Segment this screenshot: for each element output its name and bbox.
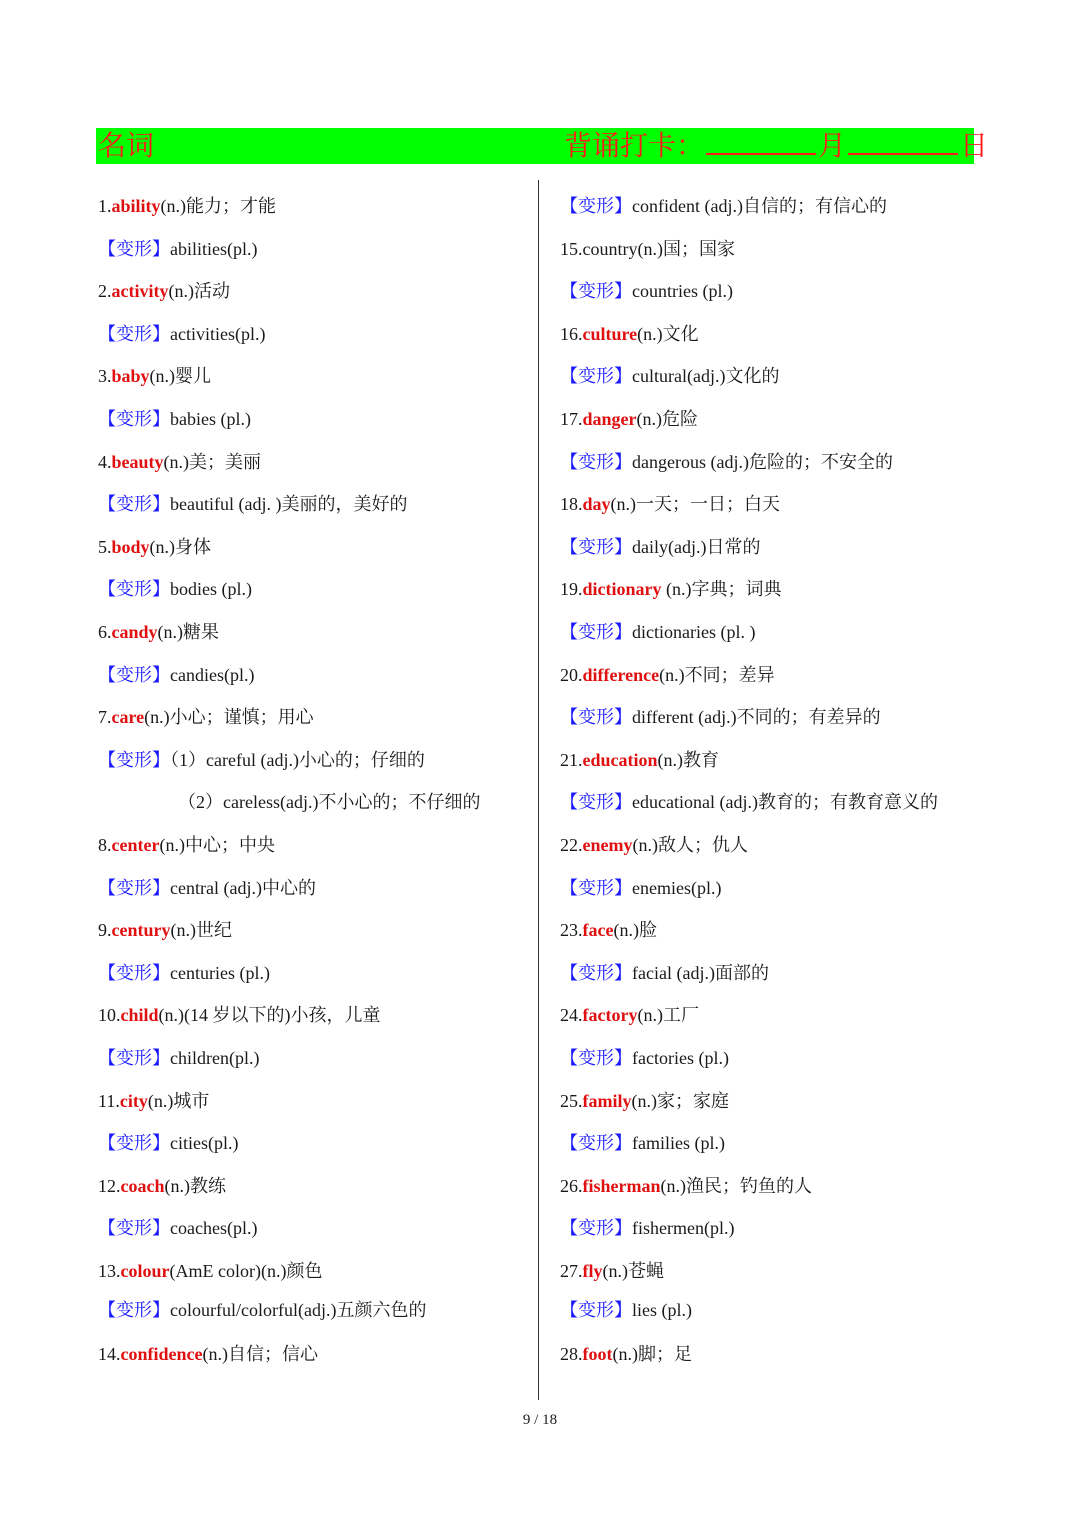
definition: (n.)美；美丽 <box>163 451 262 472</box>
definition: country(n.)国；国家 <box>582 238 735 259</box>
word-form <box>98 237 257 261</box>
headword: city <box>119 1090 148 1111</box>
month-blank <box>706 129 816 155</box>
checkin-text: 背诵打卡： <box>564 131 705 162</box>
word-form <box>98 1046 259 1070</box>
form-tag: 【变形】 <box>560 536 632 557</box>
entry-number: 26. <box>560 1175 583 1196</box>
vocab-entry <box>98 1089 209 1113</box>
entry-number: 17. <box>560 409 583 429</box>
headword: culture <box>582 323 638 344</box>
word-form <box>98 1216 257 1240</box>
form-text: cultural(adj.)文化的 <box>632 366 780 387</box>
entry-number: 7. <box>98 707 112 728</box>
form-text: different (adj.)不同的；有差异的 <box>632 707 881 728</box>
vocab-entry <box>98 1342 318 1366</box>
word-form-continuation <box>98 790 480 814</box>
entry-number: 28. <box>560 1344 583 1365</box>
form-tag: 【变形】 <box>560 622 632 642</box>
definition: (n.)婴儿 <box>149 366 212 387</box>
form-tag: 【变形】 <box>560 451 632 472</box>
definition: (n.)小心；谨慎；用心 <box>144 707 314 728</box>
vocab-entry <box>560 1089 729 1113</box>
word-form <box>560 620 755 644</box>
word-form <box>98 961 270 985</box>
form-tag: 【变形】 <box>98 323 170 344</box>
headword: child <box>120 1005 159 1026</box>
headword: family <box>582 1090 632 1111</box>
form-tag: 【变形】 <box>98 1218 170 1239</box>
headword: education <box>582 749 658 770</box>
word-form <box>560 1298 692 1322</box>
entry-number: 2. <box>98 281 112 302</box>
vocab-entry <box>560 1259 664 1283</box>
definition: (n.)能力；才能 <box>160 196 277 216</box>
definition: (n.)敌人；仇人 <box>632 835 748 855</box>
form-tag: 【变形】 <box>98 579 170 600</box>
form-text: （2）careless(adj.)不小心的；不仔细的 <box>178 792 481 813</box>
entry-number: 8. <box>98 835 112 855</box>
definition: (n.)渔民；钓鱼的人 <box>660 1175 812 1196</box>
headword: coach <box>120 1175 165 1196</box>
word-form <box>560 790 938 814</box>
vocab-entry <box>560 918 657 942</box>
vocab-entry <box>560 577 782 601</box>
word-form <box>560 1131 725 1155</box>
entry-number: 4. <box>98 451 112 472</box>
form-tag: 【变形】 <box>560 877 632 898</box>
definition: (n.)身体 <box>149 536 212 557</box>
word-form <box>560 450 893 474</box>
definition: (n.)活动 <box>168 281 230 302</box>
headword: enemy <box>582 835 633 855</box>
word-form <box>560 1216 734 1240</box>
form-tag: 【变形】 <box>98 877 170 898</box>
entry-number: 3. <box>98 366 112 387</box>
section-header-bar <box>96 128 989 164</box>
form-text: fishermen(pl.) <box>632 1218 735 1239</box>
entry-number: 16. <box>560 323 583 344</box>
vocab-entry <box>98 194 276 218</box>
form-tag: 【变形】 <box>98 1299 170 1320</box>
entry-number: 6. <box>98 622 112 642</box>
vocab-entry <box>98 620 219 644</box>
vocab-entry <box>560 407 698 431</box>
entry-number: 24. <box>560 1005 583 1026</box>
form-text: babies (pl.) <box>170 409 251 429</box>
definition: (n.)不同；差异 <box>659 664 775 685</box>
definition: (n.)一天；一日；白天 <box>610 494 781 515</box>
entry-number: 12. <box>98 1175 121 1196</box>
form-tag: 【变形】 <box>98 409 170 429</box>
form-text: central (adj.)中心的 <box>170 877 316 898</box>
headword: fly <box>582 1261 603 1281</box>
word-form <box>98 663 254 687</box>
vocab-entry <box>98 450 261 474</box>
vocab-entry <box>560 1174 812 1198</box>
headword: colour <box>120 1261 170 1281</box>
form-tag: 【变形】 <box>560 1048 632 1068</box>
form-text: centuries (pl.) <box>170 962 270 983</box>
word-form <box>560 535 760 559</box>
form-text: daily(adj.)日常的 <box>632 536 761 557</box>
form-text: candies(pl.) <box>170 664 255 685</box>
entry-number: 21. <box>560 749 583 770</box>
entry-number: 19. <box>560 579 583 600</box>
form-text: abilities(pl.) <box>170 238 258 259</box>
form-text: colourful/colorful(adj.)五颜六色的 <box>170 1299 427 1320</box>
headword: ability <box>111 196 161 216</box>
vocab-entry <box>560 322 699 346</box>
word-form <box>98 748 425 772</box>
month-label: 月 <box>818 131 847 162</box>
word-form <box>560 194 887 218</box>
word-form <box>98 407 251 431</box>
form-text: lies (pl.) <box>632 1299 692 1320</box>
vocab-entry <box>98 279 230 303</box>
headword: day <box>582 494 611 515</box>
vocab-entry <box>560 237 735 261</box>
vocab-entry <box>98 705 314 729</box>
word-form <box>560 1046 729 1070</box>
form-tag: 【变形】 <box>560 707 632 728</box>
entry-number: 23. <box>560 920 583 941</box>
form-tag: 【变形】 <box>560 1299 632 1320</box>
entry-number: 15. <box>560 238 583 259</box>
form-tag: 【变形】 <box>560 366 632 387</box>
word-form <box>560 705 881 729</box>
vocab-entry <box>98 918 232 942</box>
vocab-entry <box>98 1259 322 1283</box>
checkin-label <box>564 128 988 164</box>
definition: (n.)世纪 <box>170 920 232 941</box>
definition: (n.)家；家庭 <box>631 1090 729 1111</box>
vocab-entry <box>560 1003 699 1027</box>
headword: candy <box>111 622 158 642</box>
vocab-entry <box>98 1174 226 1198</box>
headword: dictionary <box>582 579 662 600</box>
headword: foot <box>582 1344 613 1365</box>
form-text: dangerous (adj.)危险的；不安全的 <box>632 451 893 472</box>
entry-number: 25. <box>560 1090 583 1111</box>
headword: confidence <box>120 1344 203 1365</box>
form-tag: 【变形】 <box>560 962 632 983</box>
entry-number: 9. <box>98 920 112 941</box>
entry-number: 18. <box>560 494 583 515</box>
entry-number: 14. <box>98 1344 121 1365</box>
definition: (n.)自信；信心 <box>202 1344 318 1365</box>
page-number: 9 / 18 <box>522 1412 558 1428</box>
vocab-entry <box>98 364 211 388</box>
form-tag: 【变形】 <box>98 664 170 685</box>
word-form <box>98 492 407 516</box>
word-form <box>98 577 252 601</box>
form-tag: 【变形】 <box>98 749 170 770</box>
definition: (n.)字典；词典 <box>661 579 782 600</box>
form-text: children(pl.) <box>170 1048 260 1068</box>
definition: (n.)教练 <box>164 1175 226 1196</box>
vocab-entry <box>98 833 275 857</box>
day-blank <box>848 129 958 155</box>
day-label: 日 <box>960 131 989 162</box>
definition: (AmE color)(n.)颜色 <box>169 1261 323 1281</box>
word-form <box>560 876 721 900</box>
word-form <box>98 322 265 346</box>
word-form <box>560 279 733 303</box>
form-text: families (pl.) <box>632 1133 725 1154</box>
section-title: 名词 <box>98 131 155 162</box>
headword: century <box>111 920 171 941</box>
headword: baby <box>111 366 150 387</box>
entry-number: 1. <box>98 196 112 216</box>
headword: body <box>111 536 150 557</box>
column-divider <box>538 180 539 1400</box>
form-text: enemies(pl.) <box>632 877 722 898</box>
form-text: confident (adj.)自信的；有信心的 <box>632 196 887 216</box>
definition: (n.)城市 <box>147 1090 210 1111</box>
entry-number: 13. <box>98 1261 121 1281</box>
form-text: （1）careful (adj.)小心的；仔细的 <box>170 749 425 770</box>
word-form <box>98 1298 426 1322</box>
form-text: bodies (pl.) <box>170 579 252 600</box>
form-tag: 【变形】 <box>98 1133 170 1154</box>
headword: danger <box>582 409 637 429</box>
entry-number: 5. <box>98 536 112 557</box>
definition: (n.)危险 <box>636 409 698 429</box>
vocab-entry <box>560 1342 692 1366</box>
vocab-entry <box>560 492 780 516</box>
vocab-entry <box>560 748 719 772</box>
form-text: activities(pl.) <box>170 323 266 344</box>
form-text: cities(pl.) <box>170 1133 239 1154</box>
vocab-entry <box>560 833 748 857</box>
word-form <box>560 961 769 985</box>
headword: activity <box>111 281 169 302</box>
form-text: dictionaries (pl. ) <box>632 622 756 642</box>
headword: difference <box>582 664 660 685</box>
form-tag: 【变形】 <box>560 196 632 216</box>
vocab-entry <box>560 663 775 687</box>
form-text: countries (pl.) <box>632 281 733 302</box>
definition: (n.)工厂 <box>637 1005 699 1026</box>
entry-number: 20. <box>560 664 583 685</box>
headword: fisherman <box>582 1175 661 1196</box>
headword: care <box>111 707 145 728</box>
form-text: beautiful (adj. )美丽的，美好的 <box>170 494 408 515</box>
definition: (n.)教育 <box>657 749 720 770</box>
vocab-entry <box>98 1003 381 1027</box>
headword: center <box>111 835 160 855</box>
form-tag: 【变形】 <box>98 494 170 515</box>
form-tag: 【变形】 <box>560 792 632 813</box>
definition: (n.)中心；中央 <box>159 835 275 855</box>
definition: (n.)文化 <box>637 323 699 344</box>
form-text: coaches(pl.) <box>170 1218 258 1239</box>
vocab-entry <box>98 535 211 559</box>
definition: (n.)苍蝇 <box>602 1261 664 1281</box>
word-form <box>560 364 779 388</box>
entry-number: 27. <box>560 1261 583 1281</box>
form-tag: 【变形】 <box>98 1048 170 1068</box>
entry-number: 10. <box>98 1005 121 1026</box>
form-tag: 【变形】 <box>560 281 632 302</box>
definition: (n.)脚；足 <box>612 1344 692 1365</box>
word-form <box>98 876 316 900</box>
headword: face <box>582 920 614 941</box>
word-form <box>98 1131 238 1155</box>
headword: beauty <box>111 451 164 472</box>
form-tag: 【变形】 <box>98 962 170 983</box>
form-text: educational (adj.)教育的；有教育意义的 <box>632 792 938 813</box>
definition: (n.)(14 岁以下的)小孩，儿童 <box>158 1005 381 1026</box>
form-tag: 【变形】 <box>560 1133 632 1154</box>
form-text: facial (adj.)面部的 <box>632 962 769 983</box>
form-tag: 【变形】 <box>98 238 170 259</box>
definition: (n.)脸 <box>613 920 657 941</box>
headword: factory <box>582 1005 638 1026</box>
entry-number: 11. <box>98 1090 120 1111</box>
definition: (n.)糖果 <box>157 622 220 642</box>
entry-number: 22. <box>560 835 583 855</box>
form-text: factories (pl.) <box>632 1048 729 1068</box>
form-tag: 【变形】 <box>560 1218 632 1239</box>
